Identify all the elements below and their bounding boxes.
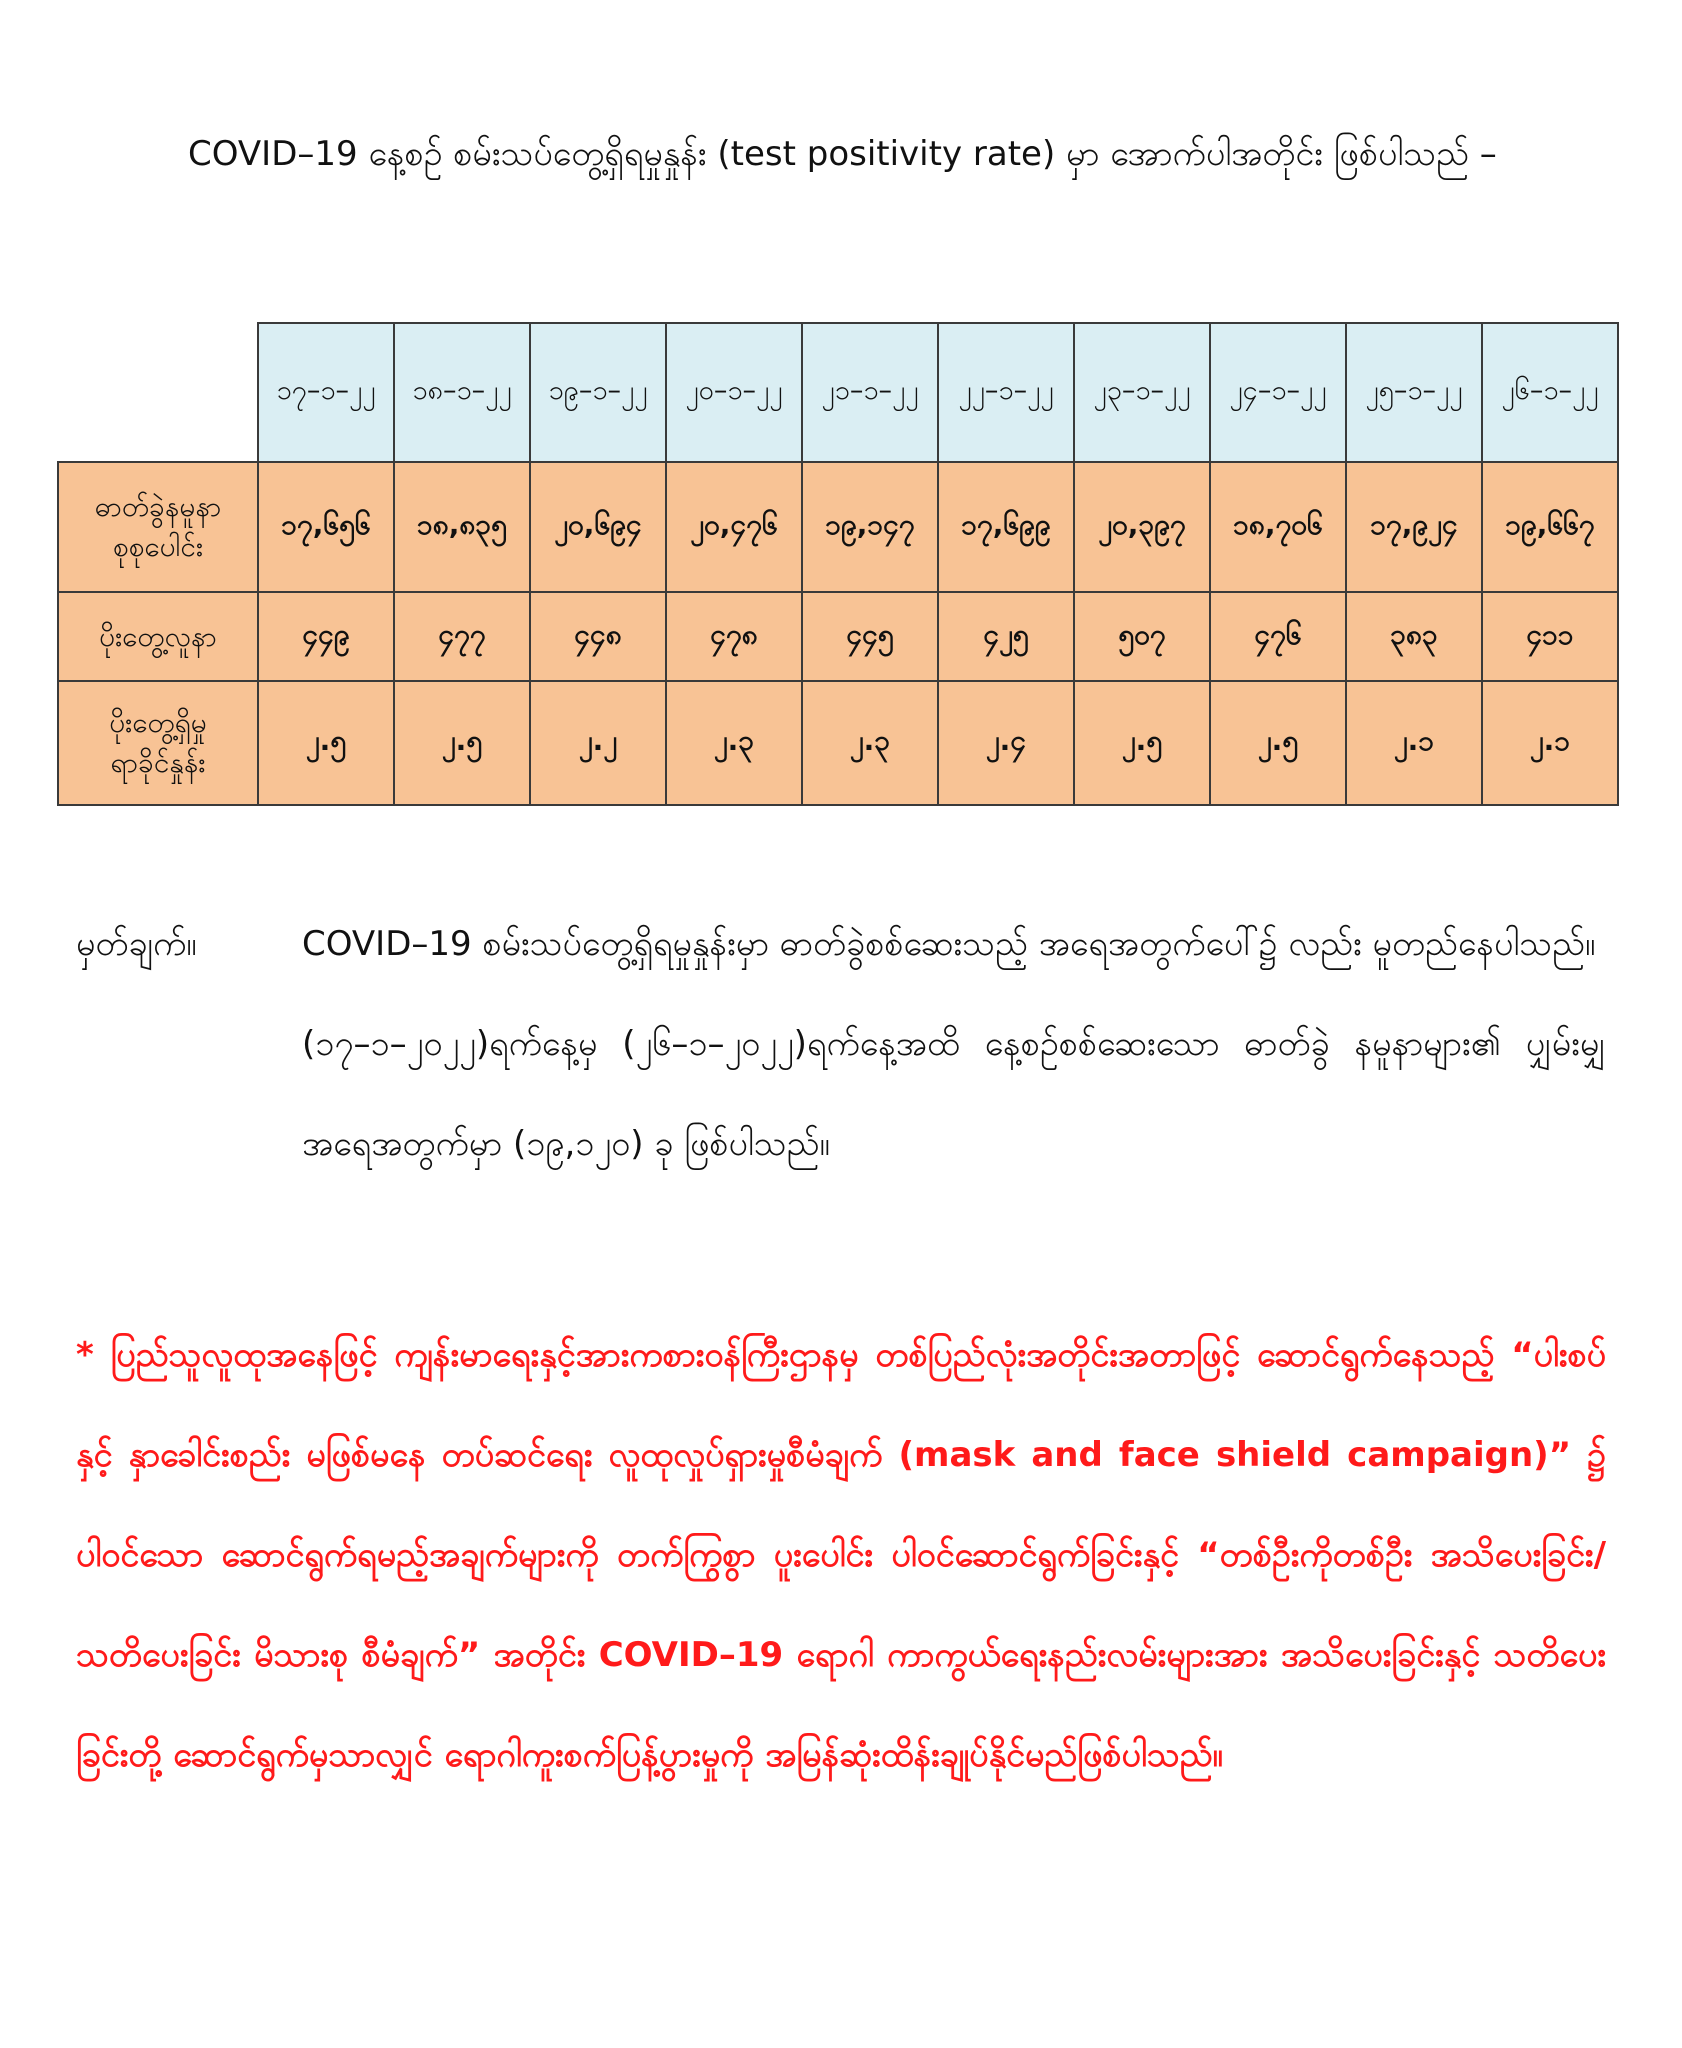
table-cell: ၂.၅ <box>1074 681 1210 805</box>
row-label-total-samples <box>58 462 258 592</box>
date-header-cell: ၂၅–၁–၂၂ <box>1346 323 1482 462</box>
table-cell: ၁၇,၆၉၉ <box>938 462 1074 592</box>
table-row-positive-cases <box>58 592 1618 681</box>
date-header-cell: ၁၇–၁–၂၂ <box>258 323 394 462</box>
date-header-row <box>58 323 1618 462</box>
table-cell: ၁၈,၇၀၆ <box>1210 462 1346 592</box>
table-cell: ၁၉,၁၄၇ <box>802 462 938 592</box>
table-cell: ၄၁၁ <box>1482 592 1618 681</box>
table-cell: ၁၈,၈၃၅ <box>394 462 530 592</box>
campaign-notice: * ပြည်သူလူထုအနေဖြင့် ကျန်းမာရေးနှင့်အားကစားဝန်ကြီးဌာနမှ တစ်ပြည်လုံးအတိုင်းအတာဖြင့် ဆောင်ရွက်နေသည့် “ပါးစပ်နှင့် နှာခေါင်းစည်း မဖြစ်မနေ တပ်ဆင်ရေး လူထုလှုပ်ရှားမှုစီမံချက် (mask and face shield campaign)” ၌ ပါဝင်သော ဆောင်ရွက်ရမည့်အချက်များကို တက်ကြွစွာ ပူးပေါင်း ပါဝင်ဆောင်ရွက်ခြင်းနှင့် “တစ်ဦးကိုတစ်ဦး အသိပေးခြင်း/ သတိပေးခြင်း မိသားစု စီမံချက်” အတိုင်း COVID–19 ရောဂါ ကာကွယ်ရေးနည်းလမ်းများအား အသိပေးခြင်းနှင့် သတိပေး ခြင်းတို့ ဆောင်ရွက်မှသာလျှင် ရောဂါကူးစက်ပြန့်ပွားမှုကို အမြန်ဆုံးထိန်းချုပ်နိုင်မည်ဖြစ်ပါသည်။ <box>76 1335 1606 1775</box>
date-header-cell: ၂၄–၁–၂၂ <box>1210 323 1346 462</box>
date-header-cell: ၂၀–၁–၂၂ <box>666 323 802 462</box>
table-corner-cell <box>58 323 258 462</box>
table-cell: ၂၀,၄၇၆ <box>666 462 802 592</box>
date-header-cell: ၁၈–၁–၂၂ <box>394 323 530 462</box>
table-row-positivity-rate <box>58 681 1618 805</box>
date-header-cell: ၂၃–၁–၂၂ <box>1074 323 1210 462</box>
row-label-line: ဓာတ်ခွဲနမူနာ <box>94 490 222 523</box>
table-cell: ၂.၃ <box>666 681 802 805</box>
table-cell: ၂၀,၃၉၇ <box>1074 462 1210 592</box>
row-label-positivity-rate <box>58 681 258 805</box>
row-label-line: စုစုပေါင်း <box>112 530 204 563</box>
table-cell: ၄၄၈ <box>530 592 666 681</box>
date-header-cell: ၂၆–၁–၂၂ <box>1482 323 1618 462</box>
table-cell: ၄၂၅ <box>938 592 1074 681</box>
table-cell: ၂.၅ <box>394 681 530 805</box>
note-paragraph: (၁၇–၁–၂၀၂၂)ရက်နေ့မှ (၂၆–၁–၂၀၂၂)ရက်နေ့အထိ နေ့စဉ်စစ်ဆေးသော ဓာတ်ခွဲ နမူနာများ၏ ပျှမ်းမျှအရေအတွက်မှာ (၁၉,၁၂၀) ခု ဖြစ်ပါသည်။ <box>302 1024 1606 1164</box>
table-cell: ၁၉,၆၆၇ <box>1482 462 1618 592</box>
table-cell: ၁၇,၆၅၆ <box>258 462 394 592</box>
table-cell: ၄၇၆ <box>1210 592 1346 681</box>
note-paragraph: COVID–19 စမ်းသပ်တွေ့ရှိရမှုနှုန်းမှာ ဓာတ်ခွဲစစ်ဆေးသည့် အရေအတွက်ပေါ်၌ လည်း မူတည်နေပါသည်။ <box>302 924 1596 964</box>
positivity-table <box>57 322 1619 806</box>
table-cell: ၂၀,၆၉၄ <box>530 462 666 592</box>
table-cell: ၄၄၉ <box>258 592 394 681</box>
date-header-cell: ၂၁–၁–၂၂ <box>802 323 938 462</box>
date-header-cell: ၁၉–၁–၂၂ <box>530 323 666 462</box>
table-cell: ၅၀၇ <box>1074 592 1210 681</box>
table-row-total-samples <box>58 462 1618 592</box>
row-label-line: ပိုးတွေ့ရှိမှု <box>109 706 207 739</box>
intro-paragraph: COVID–19 နေ့စဉ် စမ်းသပ်တွေ့ရှိရမှုနှုန်း (test positivity rate) မှာ အောက်ပါအတိုင်း ဖြစ်ပါသည် – <box>188 134 1497 174</box>
table-cell: ၂.၁ <box>1482 681 1618 805</box>
table-cell: ၁၇,၉၂၄ <box>1346 462 1482 592</box>
table-cell: ၂.၁ <box>1346 681 1482 805</box>
note-body <box>302 894 1606 1194</box>
table-cell: ၄၇၈ <box>666 592 802 681</box>
table-cell: ၄၇၇ <box>394 592 530 681</box>
table-cell: ၃၈၃ <box>1346 592 1482 681</box>
row-label-line: ရာခိုင်နှုန်း <box>110 746 206 779</box>
table-cell: ၄၄၅ <box>802 592 938 681</box>
table-cell: ၂.၄ <box>938 681 1074 805</box>
row-label-positive-cases <box>58 592 258 681</box>
table-cell: ၂.၅ <box>258 681 394 805</box>
table-cell: ၂.၃ <box>802 681 938 805</box>
date-header-cell: ၂၂–၁–၂၂ <box>938 323 1074 462</box>
note-label: မှတ်ချက်။ <box>76 924 197 964</box>
table-cell: ၂.၅ <box>1210 681 1346 805</box>
table-cell: ၂.၂ <box>530 681 666 805</box>
row-label-line: ပိုးတွေ့လူနာ <box>99 619 217 653</box>
